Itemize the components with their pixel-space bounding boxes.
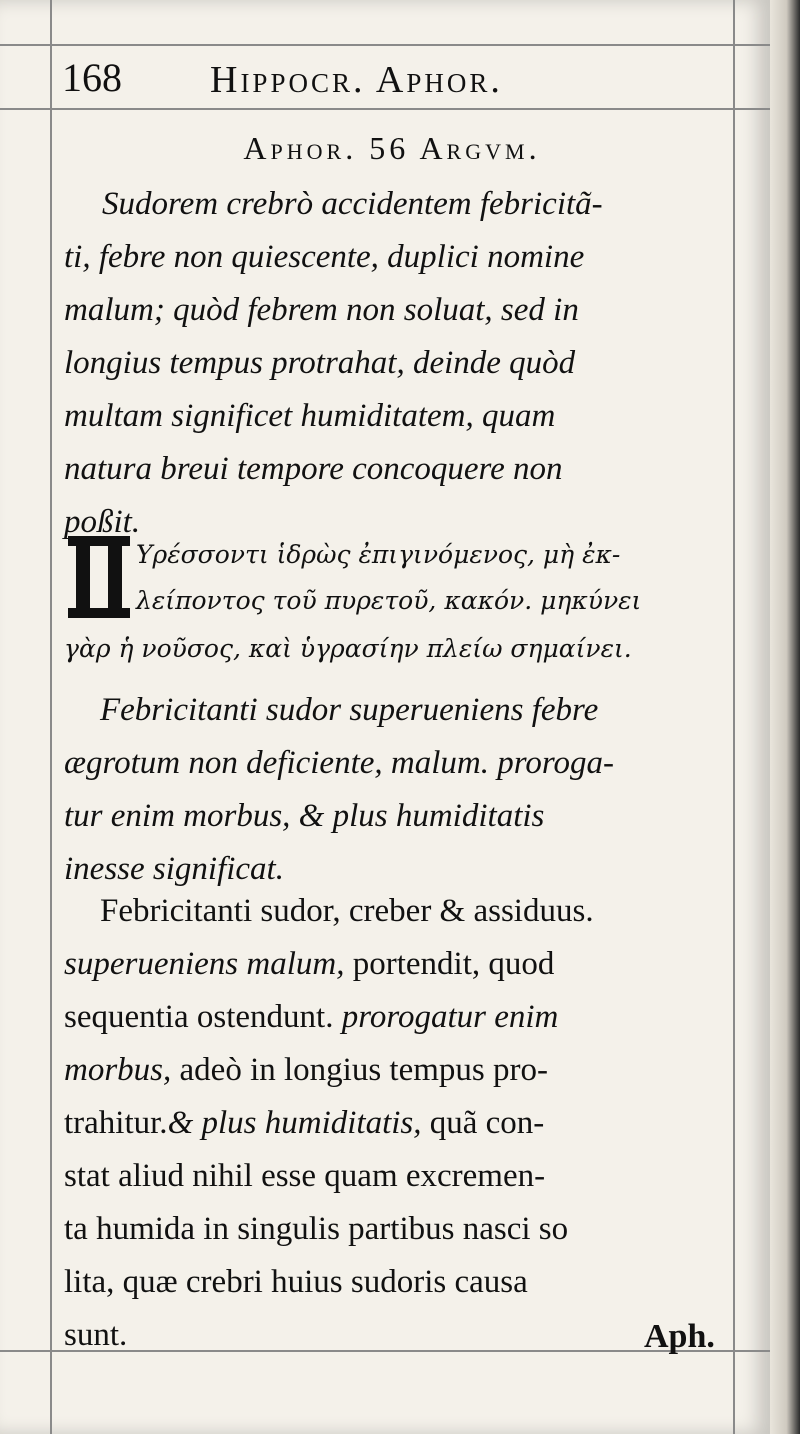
greek-line: Υρέσσοντι ἱδρὼς ἐπιγινόμενος, μὴ ἐκ- [136, 540, 621, 569]
text-line: ti, febre non quiescente, duplici nomine [64, 239, 585, 275]
roman-span: quã con- [421, 1105, 545, 1141]
text-line: ægrotum non deficiente, malum. proroga- [64, 745, 614, 781]
text-line: Febricitanti sudor, creber & assiduus. [100, 893, 594, 929]
greek-line: λείποντος τοῦ πυρετοῦ, κακόν. μηκύνει [136, 586, 642, 615]
text-line: longius tempus protrahat, deinde quòd [64, 345, 576, 381]
commentary-paragraph [64, 885, 726, 1362]
header-rule [0, 108, 770, 110]
catchword: Aph. [644, 1318, 715, 1355]
italic-span: prorogatur enim [333, 999, 559, 1035]
roman-span: sequentia ostendunt. [64, 999, 334, 1035]
latin-paragraph-1 [64, 178, 726, 549]
text-line: malum; quòd febrem non soluat, sed in [64, 292, 579, 328]
text-line: stat aliud nihil esse quam excremen- [64, 1158, 546, 1194]
text-line: multam significet humiditatem, quam [64, 398, 556, 434]
text-line [64, 991, 726, 1044]
text-line: lita, quæ crebri huius sudoris causa [64, 1264, 528, 1300]
margin-rule-right [733, 0, 735, 1434]
roman-span: adeò in longius tempus pro- [171, 1052, 548, 1088]
margin-rule-top [0, 44, 770, 46]
page-number: 168 [62, 55, 122, 100]
greek-paragraph [64, 532, 726, 682]
italic-span: morbus, [64, 1052, 172, 1088]
roman-span: trahitur. [64, 1105, 168, 1141]
italic-span: & plus humiditatis, [167, 1105, 422, 1141]
italic-span: superueniens malum, [64, 946, 345, 982]
running-header [62, 54, 722, 104]
text-line [64, 1044, 726, 1097]
drop-capital-pi [68, 536, 130, 618]
text-line: Febricitanti sudor superueniens febre [100, 692, 599, 728]
aphorism-title: Aphor. 56 Argvm. [243, 130, 541, 166]
text-line [64, 938, 726, 991]
text-line: ta humida in singulis partibus nasci so [64, 1211, 569, 1247]
page-gutter [770, 0, 800, 1434]
text-line: Sudorem crebrò accidentem febricitã- [102, 186, 603, 222]
greek-line: γὰρ ἡ νοῦσος, καὶ ὑγρασίην πλείω σημαίνει. [64, 634, 632, 663]
margin-rule-left [50, 0, 52, 1434]
text-line: poßit. [64, 504, 141, 540]
running-head: Hippocr. Aphor. [210, 59, 503, 101]
text-line [64, 1097, 726, 1150]
latin-paragraph-2 [64, 684, 726, 896]
text-line: tur enim morbus, & plus humiditatis [64, 798, 545, 834]
roman-span: portendit, quod [344, 946, 555, 982]
text-line: natura breui tempore concoquere non [64, 451, 563, 487]
text-line: sunt. [64, 1317, 128, 1353]
text-line: inesse significat. [64, 851, 284, 887]
